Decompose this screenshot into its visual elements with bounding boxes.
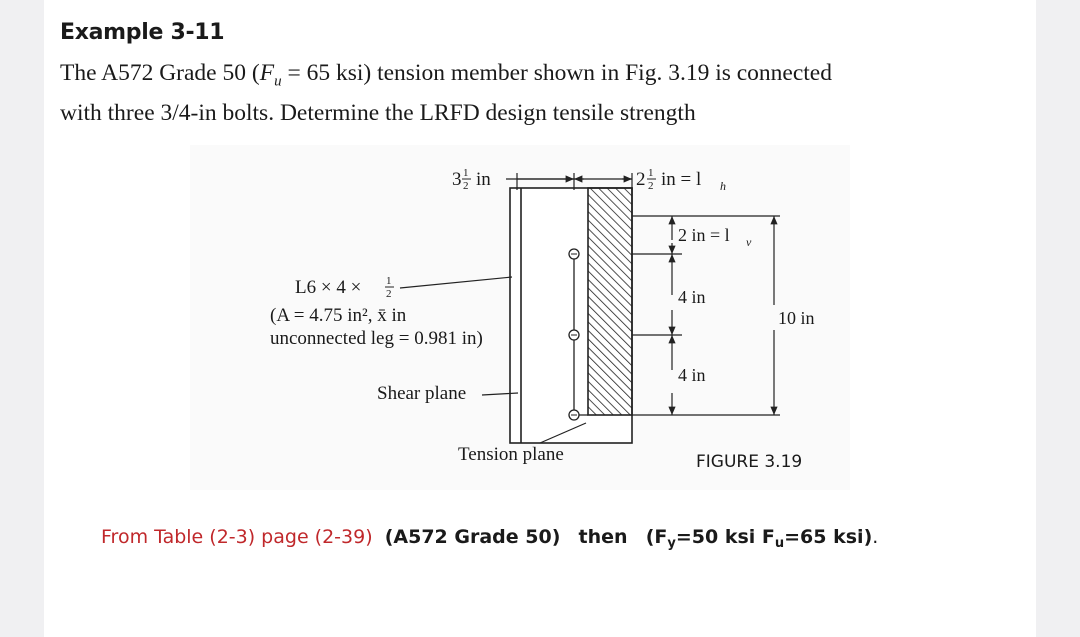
dim-top-right-whole: 2 bbox=[636, 169, 646, 190]
shear-plane-label: Shear plane bbox=[377, 383, 467, 404]
table-note: From Table (2-3) page (2-39) (A572 Grade 50) then ($F_y=50$ ksi $F_u=65$ ksi). bbox=[101, 526, 879, 551]
dim-top-left-num: 1 bbox=[463, 167, 469, 179]
problem-statement bbox=[60, 58, 960, 129]
section-props-line-2: unconnected leg = 0.981 in) bbox=[270, 328, 483, 349]
strength-values: ($F_y=50$ ksi $F_u=65$ ksi) bbox=[645, 526, 873, 551]
dim-4in-upper: 4 in bbox=[678, 287, 706, 307]
example-heading: Example 3-11 bbox=[60, 20, 225, 45]
angle-num: 1 bbox=[386, 275, 392, 287]
vertical-dimension-lines bbox=[632, 216, 780, 415]
tension-plane-label: Tension plane bbox=[458, 444, 564, 465]
dim-2in: 2 in = l bbox=[678, 225, 730, 245]
connection-diagram bbox=[190, 145, 850, 490]
dim-10in: 10 in bbox=[778, 308, 815, 328]
figure-3-19 bbox=[190, 145, 850, 490]
dim-top-right-num: 1 bbox=[648, 167, 654, 179]
figure-caption: FIGURE 3.19 bbox=[696, 452, 803, 472]
bolt-icon bbox=[569, 330, 579, 340]
problem-line-2: with three 3/4-in bolts. Determine the LRFD design tensile strength bbox=[60, 99, 696, 126]
dim-top-right-den: 2 bbox=[648, 180, 654, 192]
dim-4in-lower: 4 in bbox=[678, 365, 706, 385]
bolt-icon bbox=[569, 410, 579, 420]
dim-top-left-unit: in bbox=[476, 169, 491, 190]
dim-top-right-sub: h bbox=[720, 179, 726, 193]
grade-label: (A572 Grade 50) bbox=[384, 526, 561, 548]
problem-line-1: The A572 Grade 50 ($F_u = 65$ ksi) tension member shown in Fig. 3.19 is connected bbox=[60, 60, 832, 90]
dim-top-left-whole: 3 bbox=[452, 169, 462, 190]
then-label: then bbox=[578, 526, 628, 548]
section-props-line-1: (A = 4.75 in², x̄ in bbox=[270, 305, 407, 326]
bolt-icon bbox=[569, 249, 579, 259]
dim-top-right-rest: in = l bbox=[661, 169, 702, 190]
table-reference: From Table (2-3) page (2-39) bbox=[101, 526, 373, 548]
dim-2in-sub: v bbox=[746, 235, 752, 249]
angle-den: 2 bbox=[386, 288, 392, 300]
hatched-block-shear-area bbox=[588, 188, 632, 415]
dim-top-left-den: 2 bbox=[463, 180, 469, 192]
angle-label: L6 × 4 × bbox=[295, 277, 362, 298]
